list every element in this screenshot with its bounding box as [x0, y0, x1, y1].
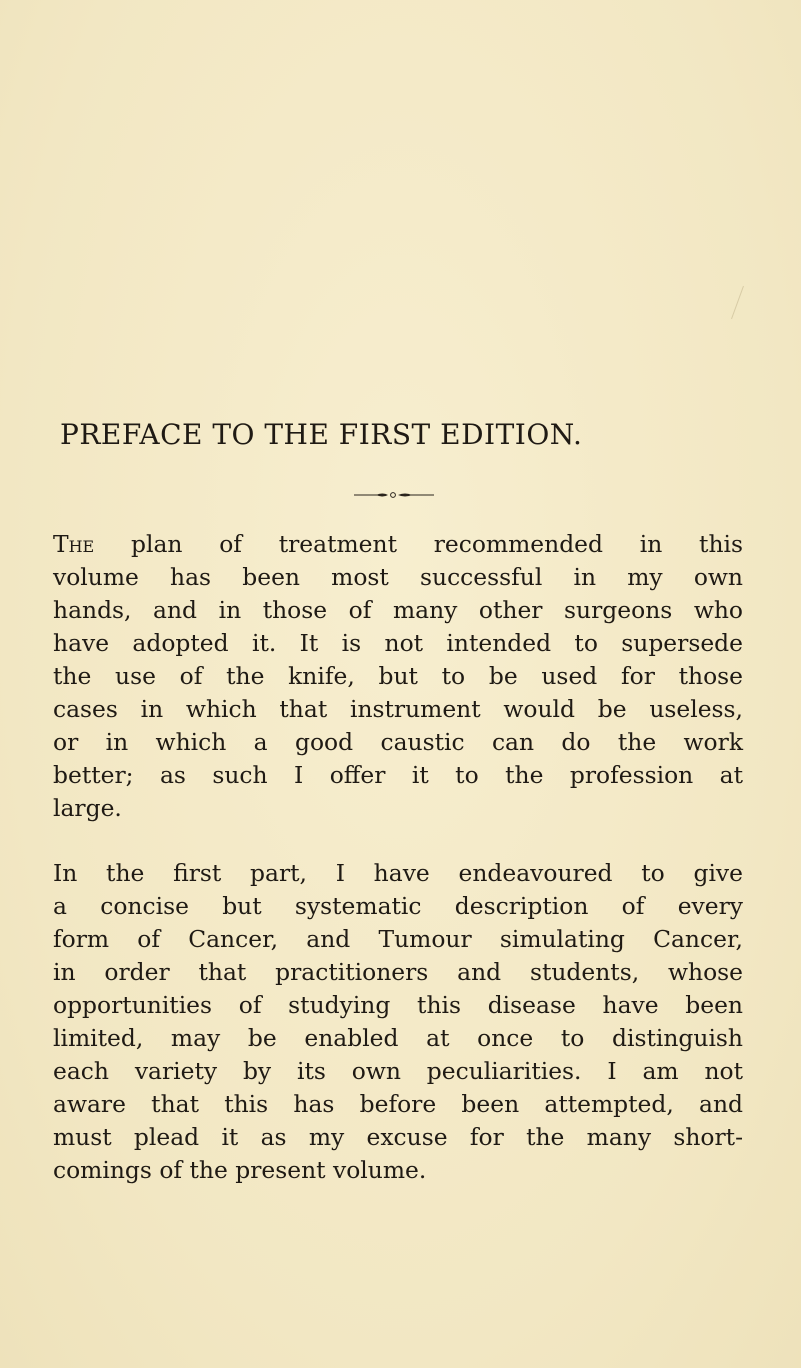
text-line: The plan of treatment recommended in this [53, 530, 743, 558]
text-line: form of Cancer, and Tumour simulating Cancer, [53, 925, 743, 953]
paper-mark [731, 286, 744, 319]
text-line: each variety by its own peculiarities. I am not [53, 1057, 743, 1085]
text-line: a concise but systematic description of every [53, 892, 743, 920]
text-line: the use of the knife, but to be used for those [53, 662, 743, 690]
text-line: or in which a good caustic can do the work [53, 728, 743, 756]
page-title: PREFACE TO THE FIRST EDITION. [60, 418, 583, 451]
text-line: must plead it as my excuse for the many short- [53, 1123, 743, 1151]
lead-word: The [53, 530, 95, 558]
text-line: volume has been most successful in my own [53, 563, 743, 591]
paragraph-2 [53, 857, 743, 1187]
text-line: better; as such I offer it to the profession at [53, 761, 743, 789]
text-line: in order that practitioners and students, whose [53, 958, 743, 986]
text-line: have adopted it. It is not intended to supersede [53, 629, 743, 657]
text-line: opportunities of studying this disease have been [53, 991, 743, 1019]
text-line: hands, and in those of many other surgeons who [53, 596, 743, 624]
ornament-rule-icon [354, 490, 434, 500]
text-line: In the first part, I have endeavoured to give [53, 859, 743, 887]
text-line: large. [53, 794, 122, 822]
paragraph-1 [53, 528, 743, 825]
text-line: aware that this has before been attempted, and [53, 1090, 743, 1118]
text-line: limited, may be enabled at once to distinguish [53, 1024, 743, 1052]
text-line: comings of the present volume. [53, 1156, 427, 1184]
text-line: cases in which that instrument would be useless, [53, 695, 743, 723]
preface-body [53, 528, 743, 1187]
